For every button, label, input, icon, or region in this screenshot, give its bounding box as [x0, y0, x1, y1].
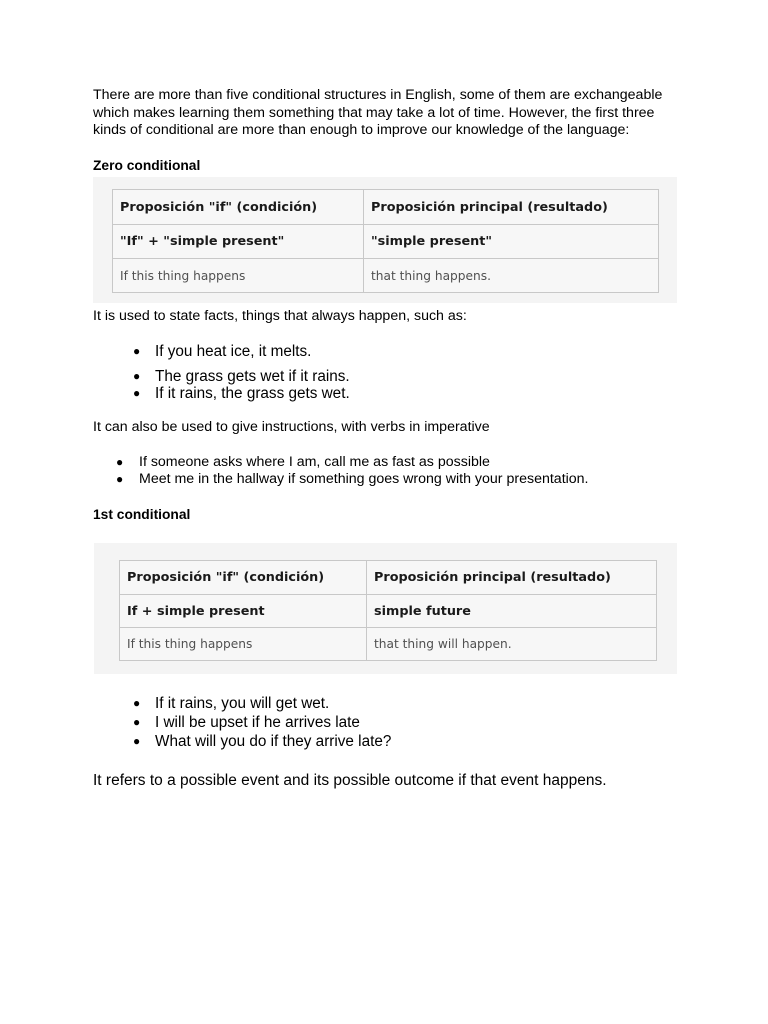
- list-item: ● If someone asks where I am, call me as fast as possible: [116, 454, 490, 470]
- zero-usage-text: It is used to state facts, things that always happen, such as:: [93, 308, 467, 324]
- bullet-icon: ●: [133, 696, 141, 710]
- table-row: [120, 595, 657, 628]
- table-cell: simple future: [367, 595, 657, 628]
- table-cell: "If" + "simple present": [113, 225, 364, 259]
- table-cell: If + simple present: [120, 595, 367, 628]
- table-row: [113, 225, 659, 259]
- list-item: ● What will you do if they arrive late?: [133, 733, 392, 750]
- imperative-intro-text: It can also be used to give instructions, with verbs in imperative: [93, 419, 490, 435]
- zero-examples-list: [133, 342, 350, 403]
- table-row: [120, 628, 657, 661]
- first-conditional-table: [119, 560, 657, 661]
- table-cell: Proposición "if" (condición): [120, 561, 367, 595]
- list-item: ● Meet me in the hallway if something goes wrong with your presentation.: [116, 471, 589, 487]
- first-explanation-text: It refers to a possible event and its possible outcome if that event happens.: [93, 772, 607, 789]
- list-item: ● If it rains, you will get wet.: [133, 695, 330, 712]
- bullet-icon: ●: [133, 386, 141, 400]
- table-row: [113, 259, 659, 293]
- table-header-row: [113, 190, 659, 225]
- list-item: ● If you heat ice, it melts.: [133, 343, 312, 360]
- imperative-examples-list: [116, 454, 589, 488]
- table-header-row: [120, 561, 657, 595]
- zero-conditional-heading: Zero conditional: [93, 158, 201, 173]
- zero-conditional-table: [112, 189, 659, 293]
- intro-paragraph: There are more than five conditional structures in English, some of them are exchangeable which makes learning them something that may take a lot of time. However, the first three kinds of conditional are more than enough to improve our knowledge of the language:: [93, 87, 663, 138]
- table-cell: Proposición principal (resultado): [367, 561, 657, 595]
- first-conditional-heading: 1st conditional: [93, 507, 191, 522]
- table-cell: If this thing happens: [113, 259, 364, 293]
- bullet-icon: ●: [133, 734, 141, 748]
- list-item: ● I will be upset if he arrives late: [133, 714, 360, 731]
- table-cell: that thing will happen.: [367, 628, 657, 661]
- list-item: ● The grass gets wet if it rains.: [133, 368, 350, 385]
- bullet-icon: ●: [133, 369, 141, 383]
- bullet-icon: ●: [133, 344, 141, 358]
- bullet-icon: ●: [116, 455, 124, 469]
- first-examples-list: [133, 694, 392, 751]
- table-cell: If this thing happens: [120, 628, 367, 661]
- table-cell: Proposición "if" (condición): [113, 190, 364, 225]
- table-cell: Proposición principal (resultado): [364, 190, 659, 225]
- table-cell: that thing happens.: [364, 259, 659, 293]
- bullet-icon: ●: [133, 715, 141, 729]
- bullet-icon: ●: [116, 472, 124, 486]
- list-item: ● If it rains, the grass gets wet.: [133, 385, 350, 402]
- table-cell: "simple present": [364, 225, 659, 259]
